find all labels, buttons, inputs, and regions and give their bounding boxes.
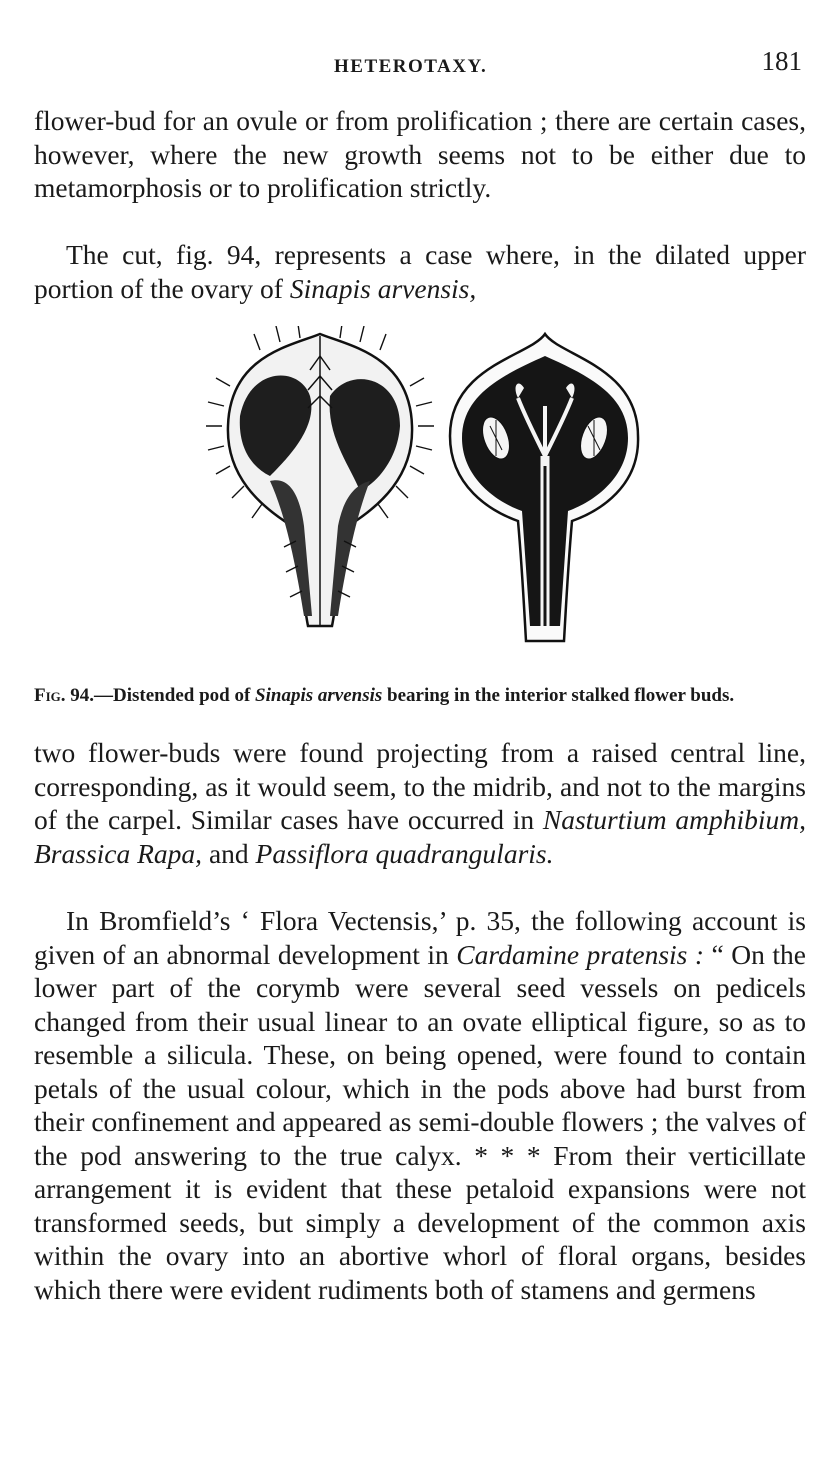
figure-94: [200, 326, 640, 648]
species-name: Passiflora quadrangularis.: [255, 837, 554, 869]
pod-interior-drawing: [450, 334, 638, 641]
paragraph-text: flower-bud for an ovule or from prolification ; there are certain cases, however, where the new growth seems not to be either due to metamorphosis or to prolification strictly.: [34, 105, 806, 203]
paragraph-text: and: [202, 837, 256, 869]
paragraph-bromfield: [34, 904, 806, 1306]
pod-illustration: [200, 326, 640, 648]
page-number: 181: [761, 46, 802, 76]
species-names: Nasturtium amphibium, Brassica Rapa,: [34, 804, 806, 869]
paragraph-fig-reference: [34, 238, 806, 305]
paragraph-flower-buds: [34, 736, 806, 870]
figure-label: Fig. 94.: [34, 685, 95, 706]
caption-text: —Distended pod of: [94, 685, 256, 706]
paragraph-continued: [34, 104, 806, 205]
figure-caption: [34, 685, 806, 707]
quotation-text: “ On the lower part of the corymb were several seed vessels on pedicels changed from their usual linear to an ovate elliptical figure, so as to resemble a silicula. These, on being opened, were found to contain petals of the usual colour, which in the pods above had burst from their confinement and appeared as semi-double flowers ; the valves of the pod answering to the true calyx. * * * From their verticillate arrangement it is evident that these petaloid expansions were not transformed seeds, but simply a development of the common axis within the ovary into an abortive whorl of floral organs, besides which there were evident rudiments both of stamens and germens: [34, 938, 806, 1305]
paragraph-text: two flower-buds were found projecting from a raised central line, corresponding, as it would seem, to the midrib, and not to the margins of the carpel. Similar cases have occurred in: [34, 737, 806, 835]
caption-species: Sinapis arvensis: [255, 685, 383, 706]
paragraph-text: In Bromfield’s ‘ Flora Vectensis,’ p. 35, the following account is given of an abnormal development in: [34, 905, 806, 970]
species-name: Sinapis arvensis,: [289, 272, 477, 304]
running-head: HETEROTAXY.: [334, 56, 488, 77]
paragraph-text: The cut, fig. 94, represents a case where, in the dilated upper portion of the ovary of: [34, 239, 806, 304]
page-header: [34, 46, 802, 82]
species-name: Cardamine pratensis :: [456, 938, 705, 970]
pod-exterior-drawing: [206, 326, 434, 626]
caption-text-end: bearing in the interior stalked flower buds.: [382, 685, 735, 706]
